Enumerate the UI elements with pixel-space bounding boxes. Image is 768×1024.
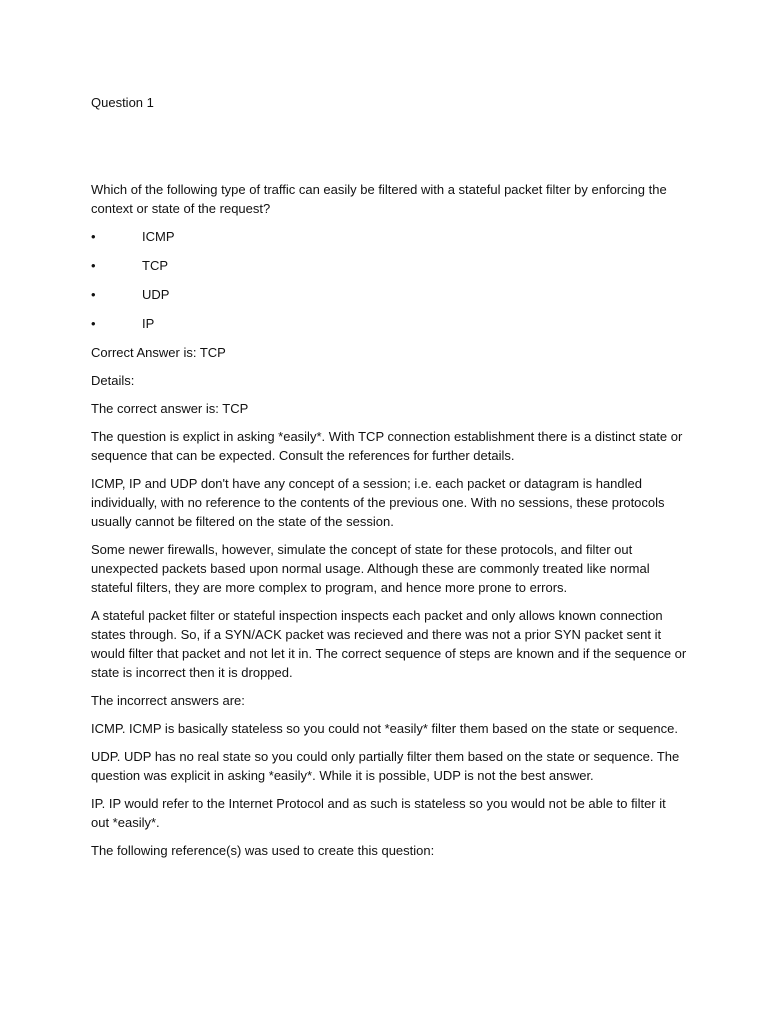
answer-option <box>91 227 687 247</box>
bullet-icon: • <box>91 287 96 302</box>
correct-answer-line: The correct answer is: TCP <box>91 401 249 416</box>
explanation-paragraph: ICMP, IP and UDP don't have any concept of a session; i.e. each packet or datagram is handled individually, with no reference to the contents of the previous one. With no sessions, these protocols usually cannot be filtered on the state of the session. <box>91 476 665 529</box>
answer-option <box>91 314 687 334</box>
bullet-icon: • <box>91 258 96 273</box>
references-label: The following reference(s) was used to create this question: <box>91 843 435 858</box>
incorrect-answer-explanation: UDP. UDP has no real state so you could only partially filter them based on the state or sequence. The question was explicit in asking *easily*. While it is possible, UDP is not the best answer. <box>91 749 680 783</box>
incorrect-answer-explanation: ICMP. ICMP is basically stateless so you could not *easily* filter them based on the state or sequence. <box>91 721 678 736</box>
incorrect-answers-label: The incorrect answers are: <box>91 693 245 708</box>
answer-option-text: UDP <box>142 287 170 302</box>
question-label: Question 1 <box>91 95 154 110</box>
answer-option-text: TCP <box>142 258 168 273</box>
answer-option-text: IP <box>142 316 155 331</box>
details-label: Details: <box>91 373 135 388</box>
answer-option <box>91 285 687 305</box>
explanation-paragraph: A stateful packet filter or stateful inspection inspects each packet and only allows known connection states through. So, if a SYN/ACK packet was recieved and there was not a prior SYN packet sent it would filter that packet and not let it in. The correct sequence of steps are known and if the sequence or state is incorrect then it is dropped. <box>91 608 687 680</box>
bullet-icon: • <box>91 229 96 244</box>
explanation-paragraph: The question is explict in asking *easily*. With TCP connection establishment there is a distinct state or sequence that can be expected. Consult the references for further details. <box>91 429 683 463</box>
answer-option-text: ICMP <box>142 229 175 244</box>
document-body <box>91 180 687 869</box>
bullet-icon: • <box>91 316 96 331</box>
correct-answer: Correct Answer is: TCP <box>91 345 226 360</box>
answer-option <box>91 256 687 276</box>
explanation-paragraph: Some newer firewalls, however, simulate the concept of state for these protocols, and filter out unexpected packets based upon normal usage. Although these are commonly treated like normal stateful filters, they are more complex to program, and hence more prone to errors. <box>91 542 650 595</box>
incorrect-answer-explanation: IP. IP would refer to the Internet Protocol and as such is stateless so you would not be able to filter it out *easily*. <box>91 796 666 830</box>
question-text: Which of the following type of traffic can easily be filtered with a stateful packet filter by enforcing the context or state of the request? <box>91 182 667 216</box>
answer-options-list <box>91 227 687 334</box>
